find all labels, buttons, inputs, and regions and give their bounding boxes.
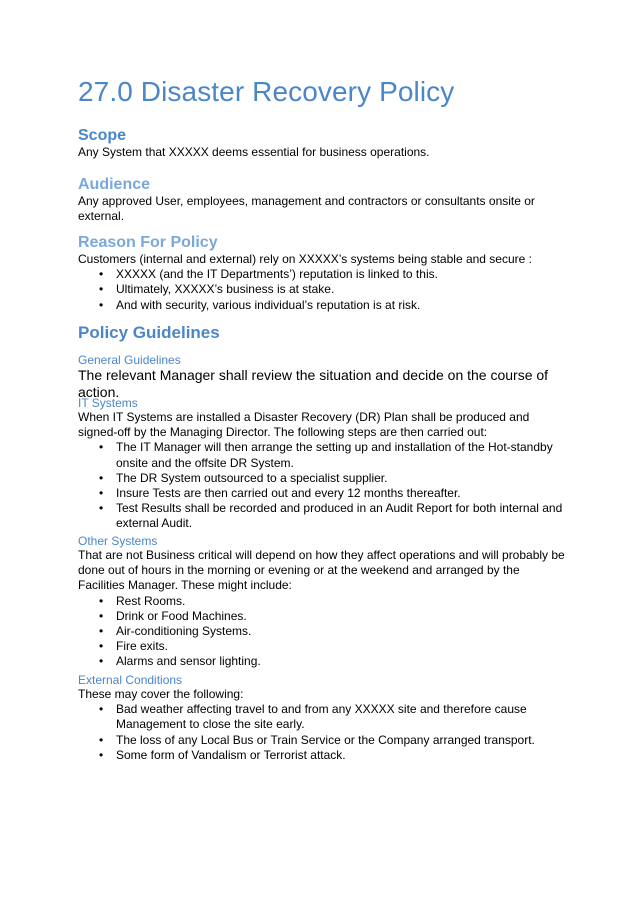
audience-text: Any approved User, employees, management and contractors or consultants onsite or external. <box>78 194 535 224</box>
list-item <box>78 594 568 609</box>
list-item <box>78 471 568 486</box>
list-item-text: Alarms and sensor lighting. <box>116 654 261 669</box>
bullet-icon: • <box>99 282 104 297</box>
bullet-icon: • <box>99 747 104 762</box>
list-item-text: Bad weather affecting travel to and from any XXXXX site and therefore cause Management to close the site early. <box>116 702 527 732</box>
bullet-icon: • <box>99 470 104 485</box>
audience-heading: Audience <box>78 176 151 193</box>
list-item-text: Drink or Food Machines. <box>116 608 247 623</box>
reason-list <box>78 267 568 313</box>
bullet-icon: • <box>99 702 104 717</box>
bullet-icon: • <box>99 501 104 516</box>
bullet-icon: • <box>99 624 104 639</box>
reason-heading: Reason For Policy <box>78 234 218 251</box>
bullet-icon: • <box>99 608 104 623</box>
bullet-icon: • <box>99 639 104 654</box>
external-conditions-section <box>78 673 568 763</box>
list-item-text: Ultimately, XXXXX’s business is at stake. <box>116 282 335 297</box>
other-systems-heading: Other Systems <box>78 534 158 548</box>
list-item-text: Insure Tests are then carried out and every 12 months thereafter. <box>116 486 461 501</box>
other-systems-text: That are not Business critical will depend on how they affect operations and will probably be done out of hours in the morning or evening or at the weekend and arranged by the Facilities Manager. These might include: <box>78 548 565 593</box>
it-systems-text: When IT Systems are installed a Disaster Recovery (DR) Plan shall be produced and signed-off by the Managing Director. The following steps are then carried out: <box>78 410 530 440</box>
list-item-text: The IT Manager will then arrange the setting up and installation of the Hot-standby onsite and the offsite DR System. <box>116 440 553 470</box>
list-item-text: The loss of any Local Bus or Train Service or the Company arranged transport. <box>116 732 535 747</box>
bullet-icon: • <box>99 593 104 608</box>
list-item <box>78 639 568 654</box>
other-systems-section <box>78 534 568 670</box>
external-conditions-heading: External Conditions <box>78 673 183 687</box>
list-item-text: Some form of Vandalism or Terrorist attack. <box>116 747 346 762</box>
external-conditions-list <box>78 702 568 763</box>
general-guidelines-heading: General Guidelines <box>78 353 181 367</box>
reason-section <box>78 233 568 313</box>
reason-text: Customers (internal and external) rely on XXXXX’s systems being stable and secure : <box>78 252 532 266</box>
list-item <box>78 282 568 297</box>
bullet-icon: • <box>99 267 104 282</box>
it-systems-list <box>78 440 568 531</box>
list-item <box>78 654 568 669</box>
bullet-icon: • <box>99 440 104 455</box>
bullet-icon: • <box>99 654 104 669</box>
audience-section <box>78 175 568 224</box>
it-systems-heading: IT Systems <box>78 396 138 410</box>
list-item <box>78 267 568 282</box>
guidelines-heading: Policy Guidelines <box>78 323 220 342</box>
other-systems-list <box>78 594 568 670</box>
list-item-text: XXXXX (and the IT Departments’) reputation is linked to this. <box>116 267 438 282</box>
guidelines-heading-block <box>78 322 568 343</box>
list-item-text: The DR System outsourced to a specialist supplier. <box>116 470 388 485</box>
scope-text: Any System that XXXXX deems essential for business operations. <box>78 145 430 159</box>
list-item <box>78 440 568 470</box>
list-item <box>78 733 568 748</box>
general-guidelines-text: The relevant Manager shall review the situation and decide on the course of action. <box>78 367 549 400</box>
list-item-text: Air-conditioning Systems. <box>116 624 252 639</box>
list-item-text: Test Results shall be recorded and produced in an Audit Report for both internal and external Audit. <box>116 501 563 531</box>
bullet-icon: • <box>99 732 104 747</box>
list-item <box>78 609 568 624</box>
list-item <box>78 486 568 501</box>
scope-heading: Scope <box>78 127 127 144</box>
scope-section <box>78 126 568 160</box>
bullet-icon: • <box>99 486 104 501</box>
list-item <box>78 624 568 639</box>
page-title: 27.0 Disaster Recovery Policy <box>78 76 455 107</box>
it-systems-section <box>78 396 568 532</box>
list-item <box>78 748 568 763</box>
list-item <box>78 501 568 531</box>
list-item <box>78 298 568 313</box>
general-guidelines-section <box>78 353 568 401</box>
list-item-text: And with security, various individual’s reputation is at risk. <box>116 297 421 312</box>
list-item-text: Fire exits. <box>116 639 169 654</box>
list-item <box>78 702 568 732</box>
bullet-icon: • <box>99 297 104 312</box>
external-conditions-text: These may cover the following: <box>78 687 244 701</box>
list-item-text: Rest Rooms. <box>116 593 186 608</box>
